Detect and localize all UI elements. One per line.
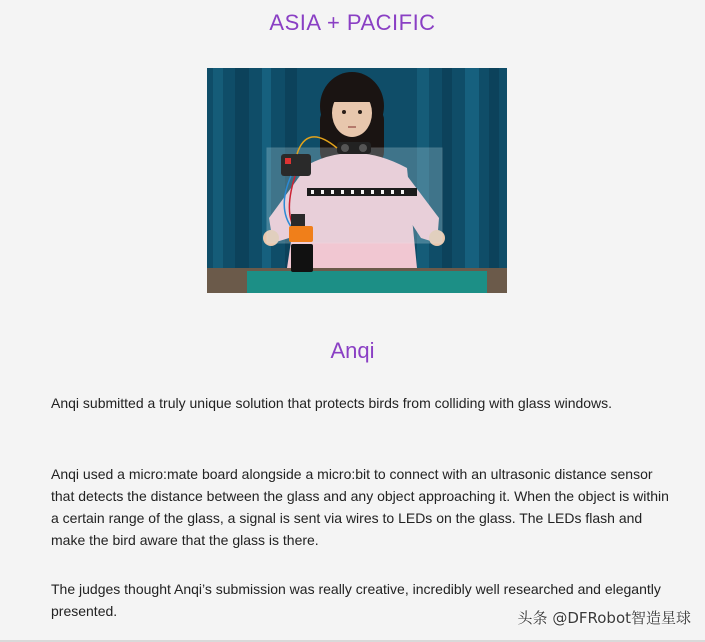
- region-heading: ASIA + PACIFIC: [269, 10, 436, 35]
- student-with-glass-bird-sensor-photo: [207, 68, 507, 293]
- description-paragraph-3: The judges thought Anqi’s submission was really creative, incredibly well researched and elegantly presented.: [51, 581, 661, 619]
- winner-name: Anqi: [330, 338, 375, 363]
- description-paragraph-2: Anqi used a micro:mate board alongside a micro:bit to connect with an ultrasonic distance sensor that detects the distance between the glass and any object approaching it. When the object is within a certain range of the glass, a signal is sent via wires to LEDs on the glass. The LEDs flash and make the bird aware that the glass is there.: [51, 466, 669, 548]
- description-paragraph-1: Anqi submitted a truly unique solution that protects birds from colliding with glass windows.: [51, 395, 613, 411]
- winner-photo: [207, 68, 507, 293]
- watermark-text: 头条 @DFRobot智造星球: [517, 609, 691, 627]
